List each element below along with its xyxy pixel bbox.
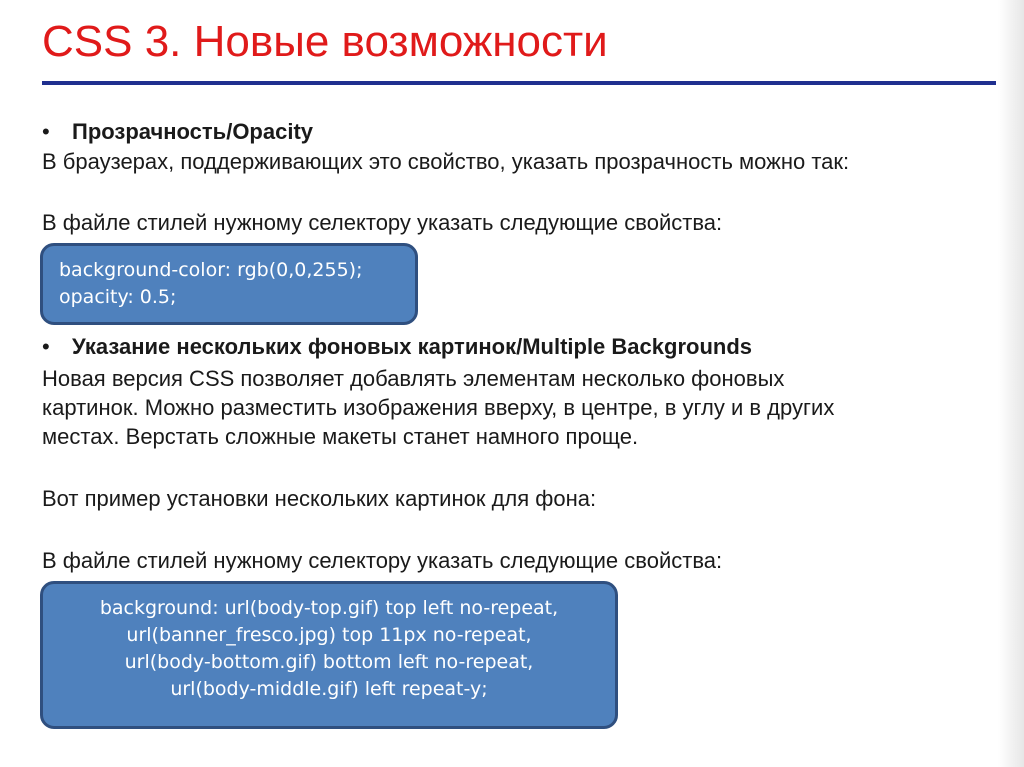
- opacity-heading: Прозрачность/Opacity: [72, 119, 314, 144]
- bullet-marker: •: [42, 334, 50, 359]
- description-line: местах. Верстать сложные макеты станет намного проще.: [42, 424, 639, 449]
- description-line: Новая версия CSS позволяет добавлять элементам несколько фоновых: [42, 366, 785, 391]
- slide-title: CSS 3. Новые возможности: [42, 17, 608, 66]
- bullet-item-opacity: [42, 117, 313, 147]
- code-line: opacity: 0.5;: [59, 286, 177, 308]
- bullet-item-multiple-backgrounds: [42, 332, 752, 362]
- example-intro: Вот пример установки нескольких картинок для фона:: [42, 486, 597, 511]
- multiple-backgrounds-heading: Указание нескольких фоновых картинок/Multiple Backgrounds: [72, 334, 752, 359]
- code-line: url(body-middle.gif) left repeat-y;: [170, 678, 488, 700]
- opacity-code-box: [40, 243, 418, 325]
- code-line: background: url(body-top.gif) top left no-repeat,: [99, 597, 559, 619]
- multiple-backgrounds-description: [42, 364, 834, 451]
- code-line: url(body-bottom.gif) bottom left no-repeat,: [124, 651, 534, 673]
- multiple-backgrounds-code-box: [40, 581, 618, 729]
- multiple-backgrounds-instruction: В файле стилей нужному селектору указать следующие свойства:: [42, 548, 723, 573]
- description-line: картинок. Можно разместить изображения вверху, в центре, в углу и в других: [42, 395, 835, 420]
- code-line: url(banner_fresco.jpg) top 11px no-repeat,: [126, 624, 532, 646]
- title-divider: [42, 81, 996, 85]
- slide-edge-shadow: [998, 0, 1024, 767]
- code-line: background-color: rgb(0,0,255);: [59, 259, 363, 281]
- opacity-instruction: В файле стилей нужному селектору указать следующие свойства:: [42, 210, 723, 235]
- opacity-intro: В браузерах, поддерживающих это свойство, указать прозрачность можно так:: [42, 149, 850, 174]
- bullet-marker: •: [42, 119, 50, 144]
